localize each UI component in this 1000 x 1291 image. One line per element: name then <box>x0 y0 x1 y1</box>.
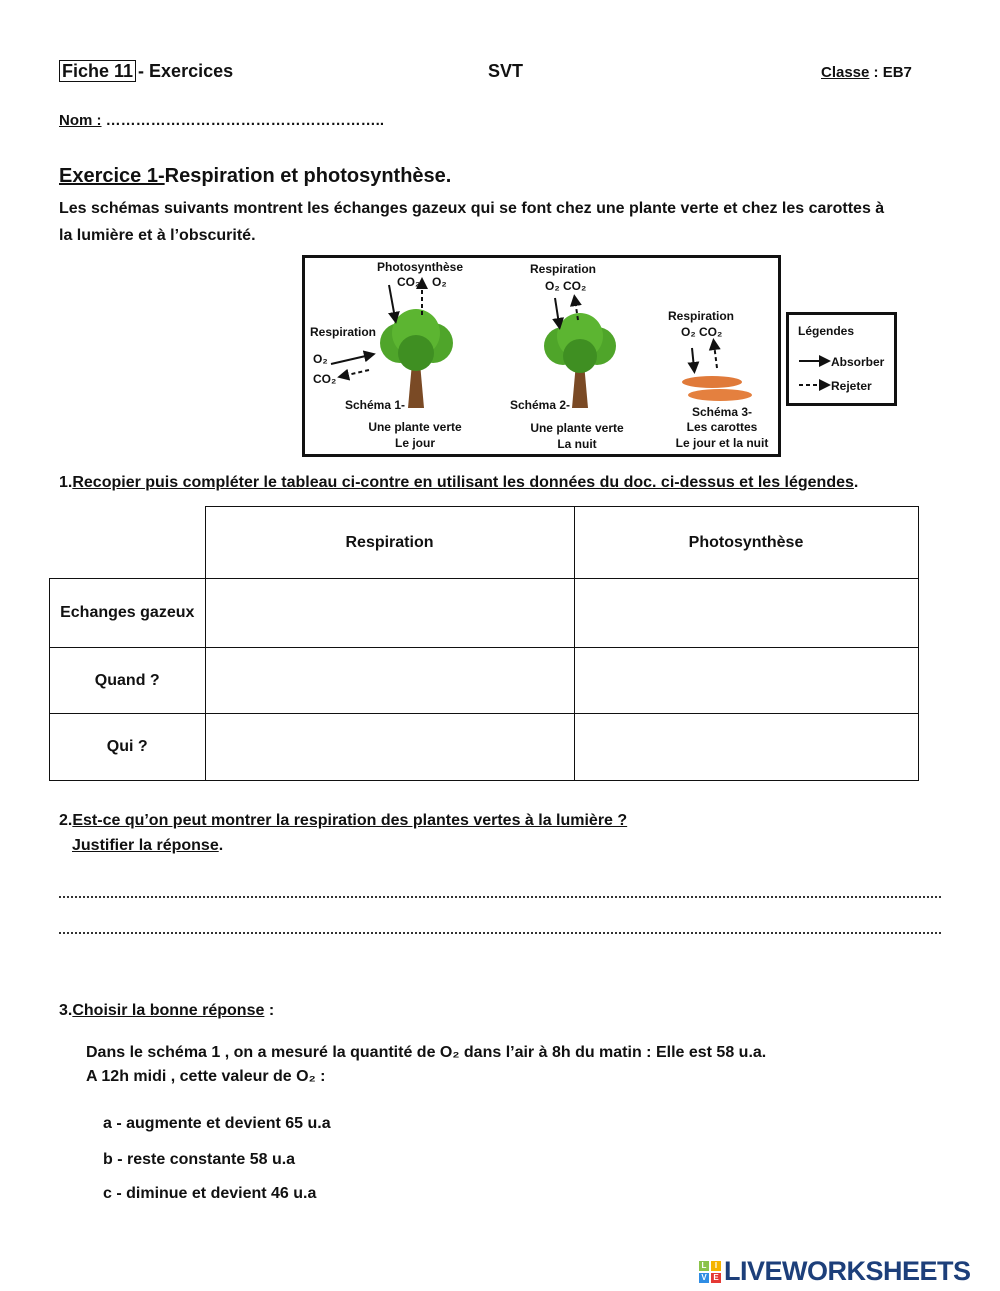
s3-name: Schéma 3- <box>691 405 753 419</box>
header-respiration: Respiration <box>205 507 574 579</box>
tree-2-icon <box>544 313 616 408</box>
name-dots: ……………………………………………….. <box>105 112 385 129</box>
s2-line1: Une plante verte <box>530 421 624 435</box>
answer-cell[interactable] <box>205 579 574 648</box>
classe <box>821 64 912 81</box>
header-photosynthesis: Photosynthèse <box>574 507 918 579</box>
legend-reject: Rejeter <box>831 379 872 393</box>
s1-co2-in: CO₂ <box>397 275 421 289</box>
s3-gases: O₂ CO₂ <box>681 325 723 339</box>
q1-text: Recopier puis compléter le tableau ci-contre en utilisant les données du doc. ci-dessus et les légendes <box>72 474 854 491</box>
intro-line-2: la lumière et à l’obscurité. <box>59 227 256 244</box>
option-a[interactable]: a - augmente et devient 65 u.a <box>103 1115 331 1132</box>
answer-cell[interactable] <box>205 648 574 714</box>
s3-line2: Le jour et la nuit <box>675 436 769 450</box>
s1-photosynthesis-label: Photosynthèse <box>377 260 464 274</box>
s2-name: Schéma 2- <box>510 398 571 412</box>
subject: SVT <box>488 61 524 81</box>
row-label: Quand ? <box>50 648 206 714</box>
name-field[interactable] <box>59 112 384 129</box>
question-2 <box>59 812 627 830</box>
answer-table <box>49 506 919 781</box>
s1-respiration-label: Respiration <box>310 325 377 339</box>
classe-label: Classe <box>821 64 870 81</box>
fiche-number: Fiche 11 <box>59 60 136 82</box>
exercise-title <box>59 165 451 188</box>
question-2-justify <box>72 837 223 855</box>
s2-gases: O₂ CO₂ <box>545 279 587 293</box>
carrots-icon <box>682 376 752 401</box>
q3-paragraph-1: Dans le schéma 1 , on a mesuré la quantité de O₂ dans l’air à 8h du matin : Elle est 58 u.a. <box>86 1044 767 1061</box>
question-3 <box>59 1002 274 1020</box>
q3-end: : <box>264 1002 275 1019</box>
s1-name: Schéma 1- <box>345 398 406 412</box>
s1-co2-out: CO₂ <box>313 372 337 386</box>
option-b[interactable]: b - reste constante 58 u.a <box>103 1151 296 1168</box>
q2-justify-text: Justifier la réponse <box>72 837 219 854</box>
row-label: Qui ? <box>50 714 206 781</box>
name-label: Nom : <box>59 112 102 129</box>
s1-o2-out: O₂ <box>432 275 447 289</box>
answer-cell[interactable] <box>574 714 918 781</box>
q1-number: 1. <box>59 474 73 491</box>
row-label: Echanges gazeux <box>50 579 206 648</box>
question-1 <box>59 474 858 492</box>
gas-exchange-diagram <box>302 255 781 457</box>
q1-end: . <box>853 474 859 491</box>
live-blocks-icon: L IV E <box>698 1260 724 1284</box>
s3-line1: Les carottes <box>686 420 758 434</box>
legend-absorb: Absorber <box>831 355 885 369</box>
legend-title: Légendes <box>798 324 855 338</box>
answer-line-2[interactable] <box>59 932 941 934</box>
answer-line-1[interactable] <box>59 896 941 898</box>
exercices-label: - Exercices <box>138 61 234 81</box>
s2-respiration-label: Respiration <box>530 262 597 276</box>
q3-paragraph-2: A 12h midi , cette valeur de O₂ : <box>86 1068 326 1085</box>
classe-value: : EB7 <box>873 64 912 81</box>
s3-respiration-label: Respiration <box>668 309 735 323</box>
s1-line1: Une plante verte <box>368 420 462 434</box>
empty-corner <box>50 507 206 579</box>
q2-end: . <box>218 837 224 854</box>
diagram-legend <box>786 312 897 406</box>
logo-text: LIVEWORKSHEETS <box>724 1256 971 1286</box>
s1-o2-in: O₂ <box>313 352 328 366</box>
s1-line2: Le jour <box>394 436 435 450</box>
q3-number: 3. <box>59 1002 73 1019</box>
liveworksheets-logo <box>698 1256 971 1287</box>
option-c[interactable]: c - diminue et devient 46 u.a <box>103 1185 317 1202</box>
s2-line2: La nuit <box>557 437 597 451</box>
q3-text: Choisir la bonne réponse <box>72 1002 265 1019</box>
exercise-number: Exercice 1- <box>59 165 165 187</box>
answer-cell[interactable] <box>574 579 918 648</box>
q2-text: Est-ce qu’on peut montrer la respiration des plantes vertes à la lumière ? <box>72 812 628 829</box>
intro-line-1: Les schémas suivants montrent les échanges gazeux qui se font chez une plante verte et chez les carottes à <box>59 200 885 217</box>
answer-cell[interactable] <box>574 648 918 714</box>
q2-number: 2. <box>59 812 73 829</box>
exercise-name: Respiration et photosynthèse. <box>164 165 452 187</box>
tree-1-icon <box>380 309 453 408</box>
answer-cell[interactable] <box>205 714 574 781</box>
fiche-title <box>59 61 233 82</box>
